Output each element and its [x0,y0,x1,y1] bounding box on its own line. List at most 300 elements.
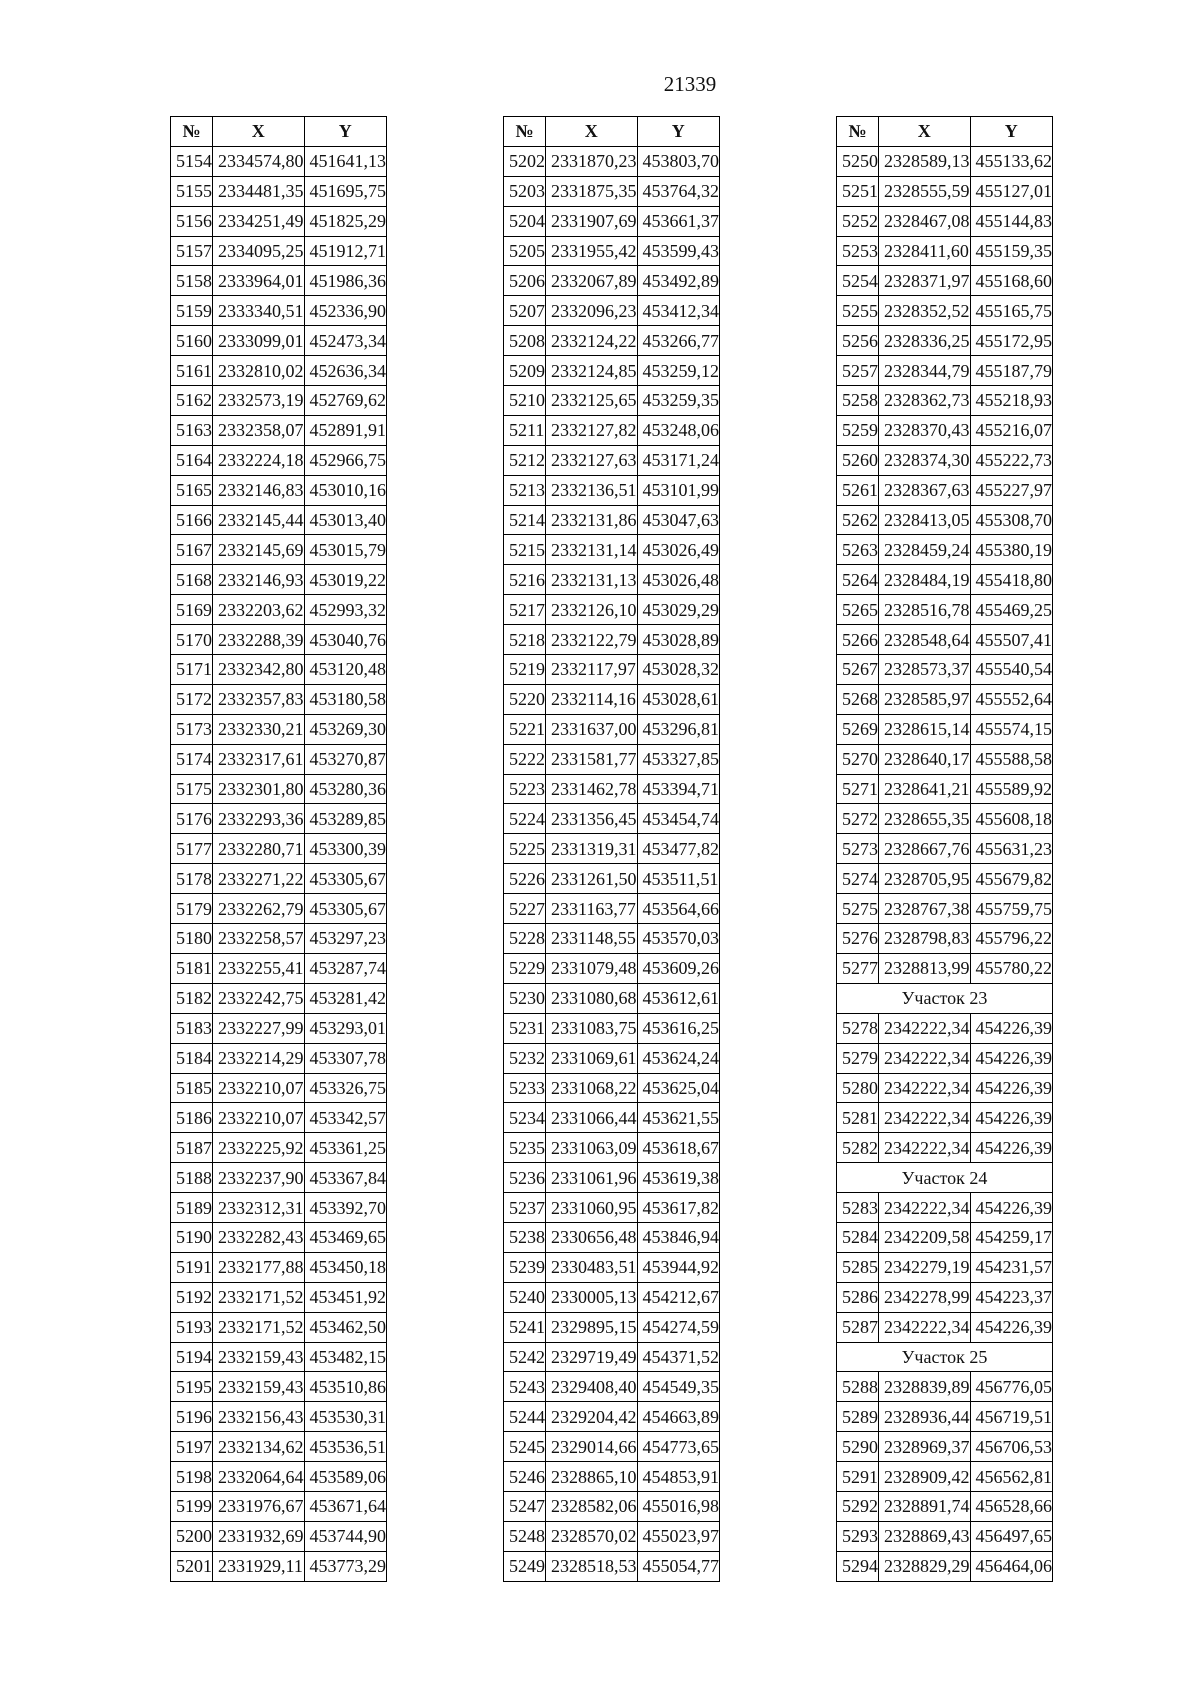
y-coordinate-cell: 455133,62 [970,146,1053,176]
y-coordinate-cell: 452891,91 [304,415,387,445]
point-number-cell: 5264 [837,565,879,595]
x-coordinate-cell: 2334095,25 [213,236,305,266]
x-coordinate-cell: 2328516,78 [879,595,971,625]
x-coordinate-cell: 2332131,13 [546,565,638,595]
point-number-cell: 5158 [171,266,213,296]
x-coordinate-cell: 2332122,79 [546,625,638,655]
x-coordinate-cell: 2328518,53 [546,1551,638,1581]
y-coordinate-cell: 453120,48 [304,655,387,685]
table-row [504,415,720,445]
x-coordinate-cell: 2332146,93 [213,565,305,595]
y-coordinate-cell: 455172,95 [970,326,1053,356]
coordinate-table-1 [170,116,387,1582]
table-row [837,1252,1053,1282]
point-number-cell: 5237 [504,1193,546,1223]
table-row [837,744,1053,774]
point-number-cell: 5170 [171,625,213,655]
x-coordinate-cell: 2328829,29 [879,1551,971,1581]
table-row [837,236,1053,266]
y-coordinate-cell: 453180,58 [304,684,387,714]
table-row [504,1432,720,1462]
x-coordinate-cell: 2332126,10 [546,595,638,625]
x-coordinate-cell: 2332293,36 [213,804,305,834]
x-coordinate-cell: 2331637,00 [546,714,638,744]
header-number: № [504,117,546,147]
x-coordinate-cell: 2342222,34 [879,1133,971,1163]
y-coordinate-cell: 455507,41 [970,625,1053,655]
x-coordinate-cell: 2332171,52 [213,1282,305,1312]
y-coordinate-cell: 455574,15 [970,714,1053,744]
y-coordinate-cell: 452966,75 [304,445,387,475]
point-number-cell: 5266 [837,625,879,655]
point-number-cell: 5210 [504,386,546,416]
y-coordinate-cell: 453412,34 [637,296,720,326]
y-coordinate-cell: 453803,70 [637,146,720,176]
x-coordinate-cell: 2332227,99 [213,1013,305,1043]
x-coordinate-cell: 2342209,58 [879,1222,971,1252]
x-coordinate-cell: 2328459,24 [879,535,971,565]
y-coordinate-cell: 453019,22 [304,565,387,595]
point-number-cell: 5186 [171,1103,213,1133]
y-coordinate-cell: 453469,65 [304,1222,387,1252]
y-coordinate-cell: 453451,92 [304,1282,387,1312]
x-coordinate-cell: 2328582,06 [546,1491,638,1521]
y-coordinate-cell: 454259,17 [970,1222,1053,1252]
point-number-cell: 5224 [504,804,546,834]
x-coordinate-cell: 2331319,31 [546,834,638,864]
table-row [837,146,1053,176]
table-row [504,356,720,386]
x-coordinate-cell: 2328573,37 [879,655,971,685]
table-row [171,1282,387,1312]
y-coordinate-cell: 453589,06 [304,1462,387,1492]
x-coordinate-cell: 2328655,35 [879,804,971,834]
y-coordinate-cell: 455796,22 [970,924,1053,954]
table-row [171,356,387,386]
x-coordinate-cell: 2328555,59 [879,176,971,206]
table-row [504,983,720,1013]
section-title: Участок 23 [837,983,1053,1013]
x-coordinate-cell: 2331083,75 [546,1013,638,1043]
point-number-cell: 5222 [504,744,546,774]
y-coordinate-cell: 453266,77 [637,326,720,356]
x-coordinate-cell: 2331079,48 [546,953,638,983]
table-row [504,1342,720,1372]
x-coordinate-cell: 2334251,49 [213,206,305,236]
point-number-cell: 5251 [837,176,879,206]
y-coordinate-cell: 454663,89 [637,1402,720,1432]
y-coordinate-cell: 453280,36 [304,774,387,804]
x-coordinate-cell: 2328615,14 [879,714,971,744]
point-number-cell: 5209 [504,356,546,386]
point-number-cell: 5221 [504,714,546,744]
y-coordinate-cell: 455780,22 [970,953,1053,983]
y-coordinate-cell: 453462,50 [304,1312,387,1342]
point-number-cell: 5200 [171,1521,213,1551]
point-number-cell: 5188 [171,1163,213,1193]
point-number-cell: 5169 [171,595,213,625]
x-coordinate-cell: 2329014,66 [546,1432,638,1462]
point-number-cell: 5208 [504,326,546,356]
table-row [837,625,1053,655]
point-number-cell: 5217 [504,595,546,625]
table-row [504,535,720,565]
point-number-cell: 5163 [171,415,213,445]
table-row [504,1103,720,1133]
header-x: X [546,117,638,147]
table-row [837,1193,1053,1223]
y-coordinate-cell: 453269,30 [304,714,387,744]
table-row [837,655,1053,685]
y-coordinate-cell: 455418,80 [970,565,1053,595]
x-coordinate-cell: 2331261,50 [546,864,638,894]
y-coordinate-cell: 453307,78 [304,1043,387,1073]
table-row [171,1222,387,1252]
x-coordinate-cell: 2332301,80 [213,774,305,804]
point-number-cell: 5197 [171,1432,213,1462]
point-number-cell: 5214 [504,505,546,535]
table-row [171,774,387,804]
table-row [171,236,387,266]
x-coordinate-cell: 2328352,52 [879,296,971,326]
x-coordinate-cell: 2332134,62 [213,1432,305,1462]
point-number-cell: 5205 [504,236,546,266]
table-row [504,684,720,714]
y-coordinate-cell: 455218,93 [970,386,1053,416]
y-coordinate-cell: 453564,66 [637,894,720,924]
x-coordinate-cell: 2328585,97 [879,684,971,714]
table-row [837,1103,1053,1133]
point-number-cell: 5286 [837,1282,879,1312]
x-coordinate-cell: 2328891,74 [879,1491,971,1521]
x-coordinate-cell: 2328570,02 [546,1521,638,1551]
header-number: № [837,117,879,147]
x-coordinate-cell: 2328936,44 [879,1402,971,1432]
x-coordinate-cell: 2331069,61 [546,1043,638,1073]
table-row [504,1551,720,1581]
table-row [837,445,1053,475]
x-coordinate-cell: 2328467,08 [879,206,971,236]
y-coordinate-cell: 453281,42 [304,983,387,1013]
y-coordinate-cell: 451641,13 [304,146,387,176]
y-coordinate-cell: 454226,39 [970,1073,1053,1103]
table-row [504,1013,720,1043]
y-coordinate-cell: 455054,77 [637,1551,720,1581]
y-coordinate-cell: 455679,82 [970,864,1053,894]
y-coordinate-cell: 452769,62 [304,386,387,416]
x-coordinate-cell: 2332225,92 [213,1133,305,1163]
y-coordinate-cell: 453040,76 [304,625,387,655]
y-coordinate-cell: 453015,79 [304,535,387,565]
x-coordinate-cell: 2329719,49 [546,1342,638,1372]
point-number-cell: 5283 [837,1193,879,1223]
y-coordinate-cell: 453248,06 [637,415,720,445]
table-row [171,714,387,744]
point-number-cell: 5245 [504,1432,546,1462]
point-number-cell: 5240 [504,1282,546,1312]
y-coordinate-cell: 453609,26 [637,953,720,983]
x-coordinate-cell: 2328344,79 [879,356,971,386]
coordinate-table-2 [503,116,720,1582]
point-number-cell: 5254 [837,266,879,296]
x-coordinate-cell: 2332064,64 [213,1462,305,1492]
table-row [171,1342,387,1372]
point-number-cell: 5238 [504,1222,546,1252]
point-number-cell: 5249 [504,1551,546,1581]
table-row [171,146,387,176]
point-number-cell: 5213 [504,475,546,505]
y-coordinate-cell: 453570,03 [637,924,720,954]
point-number-cell: 5218 [504,625,546,655]
x-coordinate-cell: 2333340,51 [213,296,305,326]
y-coordinate-cell: 453013,40 [304,505,387,535]
x-coordinate-cell: 2328798,83 [879,924,971,954]
point-number-cell: 5225 [504,834,546,864]
table-row [837,356,1053,386]
x-coordinate-cell: 2342278,99 [879,1282,971,1312]
y-coordinate-cell: 453296,81 [637,714,720,744]
y-coordinate-cell: 453530,31 [304,1402,387,1432]
table-row [171,1312,387,1342]
point-number-cell: 5228 [504,924,546,954]
y-coordinate-cell: 454226,39 [970,1043,1053,1073]
point-number-cell: 5246 [504,1462,546,1492]
x-coordinate-cell: 2332127,63 [546,445,638,475]
table-row [504,475,720,505]
y-coordinate-cell: 455589,92 [970,774,1053,804]
point-number-cell: 5173 [171,714,213,744]
table-row [171,953,387,983]
y-coordinate-cell: 455608,18 [970,804,1053,834]
table-row [504,655,720,685]
x-coordinate-cell: 2331060,95 [546,1193,638,1223]
y-coordinate-cell: 453536,51 [304,1432,387,1462]
point-number-cell: 5220 [504,684,546,714]
y-coordinate-cell: 453010,16 [304,475,387,505]
y-coordinate-cell: 455216,07 [970,415,1053,445]
y-coordinate-cell: 454223,37 [970,1282,1053,1312]
point-number-cell: 5175 [171,774,213,804]
x-coordinate-cell: 2331955,42 [546,236,638,266]
y-coordinate-cell: 454226,39 [970,1312,1053,1342]
y-coordinate-cell: 453773,29 [304,1551,387,1581]
table-row [837,1312,1053,1342]
table-row [837,1073,1053,1103]
table-row [837,475,1053,505]
table-row [837,386,1053,416]
x-coordinate-cell: 2332131,86 [546,505,638,535]
point-number-cell: 5253 [837,236,879,266]
point-number-cell: 5258 [837,386,879,416]
table-row [837,1521,1053,1551]
x-coordinate-cell: 2332114,16 [546,684,638,714]
table-row [504,924,720,954]
table-row [171,1103,387,1133]
y-coordinate-cell: 456562,81 [970,1462,1053,1492]
point-number-cell: 5215 [504,535,546,565]
table-row [837,1432,1053,1462]
y-coordinate-cell: 454226,39 [970,1103,1053,1133]
x-coordinate-cell: 2331066,44 [546,1103,638,1133]
point-number-cell: 5276 [837,924,879,954]
y-coordinate-cell: 453510,86 [304,1372,387,1402]
y-coordinate-cell: 453618,67 [637,1133,720,1163]
point-number-cell: 5267 [837,655,879,685]
point-number-cell: 5182 [171,983,213,1013]
x-coordinate-cell: 2332573,19 [213,386,305,416]
table-row [504,1521,720,1551]
y-coordinate-cell: 453326,75 [304,1073,387,1103]
table-row [504,864,720,894]
point-number-cell: 5165 [171,475,213,505]
x-coordinate-cell: 2331063,09 [546,1133,638,1163]
y-coordinate-cell: 453305,67 [304,894,387,924]
x-coordinate-cell: 2331870,23 [546,146,638,176]
x-coordinate-cell: 2328813,99 [879,953,971,983]
point-number-cell: 5192 [171,1282,213,1312]
point-number-cell: 5180 [171,924,213,954]
x-coordinate-cell: 2332317,61 [213,744,305,774]
table-row [171,1163,387,1193]
x-coordinate-cell: 2334481,35 [213,176,305,206]
point-number-cell: 5256 [837,326,879,356]
point-number-cell: 5292 [837,1491,879,1521]
point-number-cell: 5234 [504,1103,546,1133]
table-row [837,1043,1053,1073]
y-coordinate-cell: 453482,15 [304,1342,387,1372]
table-row [504,774,720,804]
y-coordinate-cell: 454371,52 [637,1342,720,1372]
table-row [504,1462,720,1492]
y-coordinate-cell: 453026,48 [637,565,720,595]
point-number-cell: 5177 [171,834,213,864]
table-row [504,505,720,535]
point-number-cell: 5291 [837,1462,879,1492]
table-row [504,595,720,625]
y-coordinate-cell: 455127,01 [970,176,1053,206]
x-coordinate-cell: 2328909,42 [879,1462,971,1492]
y-coordinate-cell: 456528,66 [970,1491,1053,1521]
y-coordinate-cell: 451825,29 [304,206,387,236]
y-coordinate-cell: 453625,04 [637,1073,720,1103]
section-row [837,983,1053,1013]
point-number-cell: 5278 [837,1013,879,1043]
table-row [171,326,387,356]
table-row [837,1282,1053,1312]
point-number-cell: 5285 [837,1252,879,1282]
y-coordinate-cell: 454212,67 [637,1282,720,1312]
x-coordinate-cell: 2332124,85 [546,356,638,386]
table-row [837,1491,1053,1521]
point-number-cell: 5181 [171,953,213,983]
table-row [504,1282,720,1312]
y-coordinate-cell: 453612,61 [637,983,720,1013]
x-coordinate-cell: 2328548,64 [879,625,971,655]
y-coordinate-cell: 453171,24 [637,445,720,475]
table-row [504,206,720,236]
x-coordinate-cell: 2332067,89 [546,266,638,296]
x-coordinate-cell: 2328839,89 [879,1372,971,1402]
table-row [171,296,387,326]
x-coordinate-cell: 2332156,43 [213,1402,305,1432]
table-row [504,236,720,266]
point-number-cell: 5270 [837,744,879,774]
point-number-cell: 5183 [171,1013,213,1043]
x-coordinate-cell: 2332127,82 [546,415,638,445]
y-coordinate-cell: 453599,43 [637,236,720,266]
x-coordinate-cell: 2328969,37 [879,1432,971,1462]
point-number-cell: 5194 [171,1342,213,1372]
x-coordinate-cell: 2332237,90 [213,1163,305,1193]
x-coordinate-cell: 2328367,63 [879,475,971,505]
y-coordinate-cell: 454853,91 [637,1462,720,1492]
table-row [837,774,1053,804]
table-row [504,1193,720,1223]
point-number-cell: 5179 [171,894,213,924]
table-row [837,535,1053,565]
x-coordinate-cell: 2328865,10 [546,1462,638,1492]
point-number-cell: 5191 [171,1252,213,1282]
y-coordinate-cell: 455469,25 [970,595,1053,625]
table-row [504,146,720,176]
x-coordinate-cell: 2328371,97 [879,266,971,296]
y-coordinate-cell: 453047,63 [637,505,720,535]
table-row [837,565,1053,595]
point-number-cell: 5162 [171,386,213,416]
x-coordinate-cell: 2328641,21 [879,774,971,804]
y-coordinate-cell: 454274,59 [637,1312,720,1342]
x-coordinate-cell: 2331163,77 [546,894,638,924]
point-number-cell: 5272 [837,804,879,834]
coordinate-table-3 [836,116,1053,1582]
y-coordinate-cell: 453394,71 [637,774,720,804]
table-row [171,1402,387,1432]
x-coordinate-cell: 2332203,62 [213,595,305,625]
x-coordinate-cell: 2330005,13 [546,1282,638,1312]
point-number-cell: 5227 [504,894,546,924]
x-coordinate-cell: 2331148,55 [546,924,638,954]
point-number-cell: 5257 [837,356,879,386]
x-coordinate-cell: 2331462,78 [546,774,638,804]
table-row [171,386,387,416]
y-coordinate-cell: 451986,36 [304,266,387,296]
point-number-cell: 5189 [171,1193,213,1223]
point-number-cell: 5193 [171,1312,213,1342]
point-number-cell: 5275 [837,894,879,924]
table-row [171,266,387,296]
point-number-cell: 5262 [837,505,879,535]
section-title: Участок 24 [837,1163,1053,1193]
y-coordinate-cell: 456776,05 [970,1372,1053,1402]
y-coordinate-cell: 456719,51 [970,1402,1053,1432]
table-row [171,1252,387,1282]
y-coordinate-cell: 452993,32 [304,595,387,625]
x-coordinate-cell: 2328767,38 [879,894,971,924]
table-row [504,1312,720,1342]
x-coordinate-cell: 2331929,11 [213,1551,305,1581]
x-coordinate-cell: 2332224,18 [213,445,305,475]
point-number-cell: 5261 [837,475,879,505]
point-number-cell: 5279 [837,1043,879,1073]
table-row [837,684,1053,714]
y-coordinate-cell: 454549,35 [637,1372,720,1402]
table-row [171,864,387,894]
table-row [171,475,387,505]
table-row [837,1551,1053,1581]
table-row [171,1013,387,1043]
x-coordinate-cell: 2342222,34 [879,1043,971,1073]
table-row [837,953,1053,983]
